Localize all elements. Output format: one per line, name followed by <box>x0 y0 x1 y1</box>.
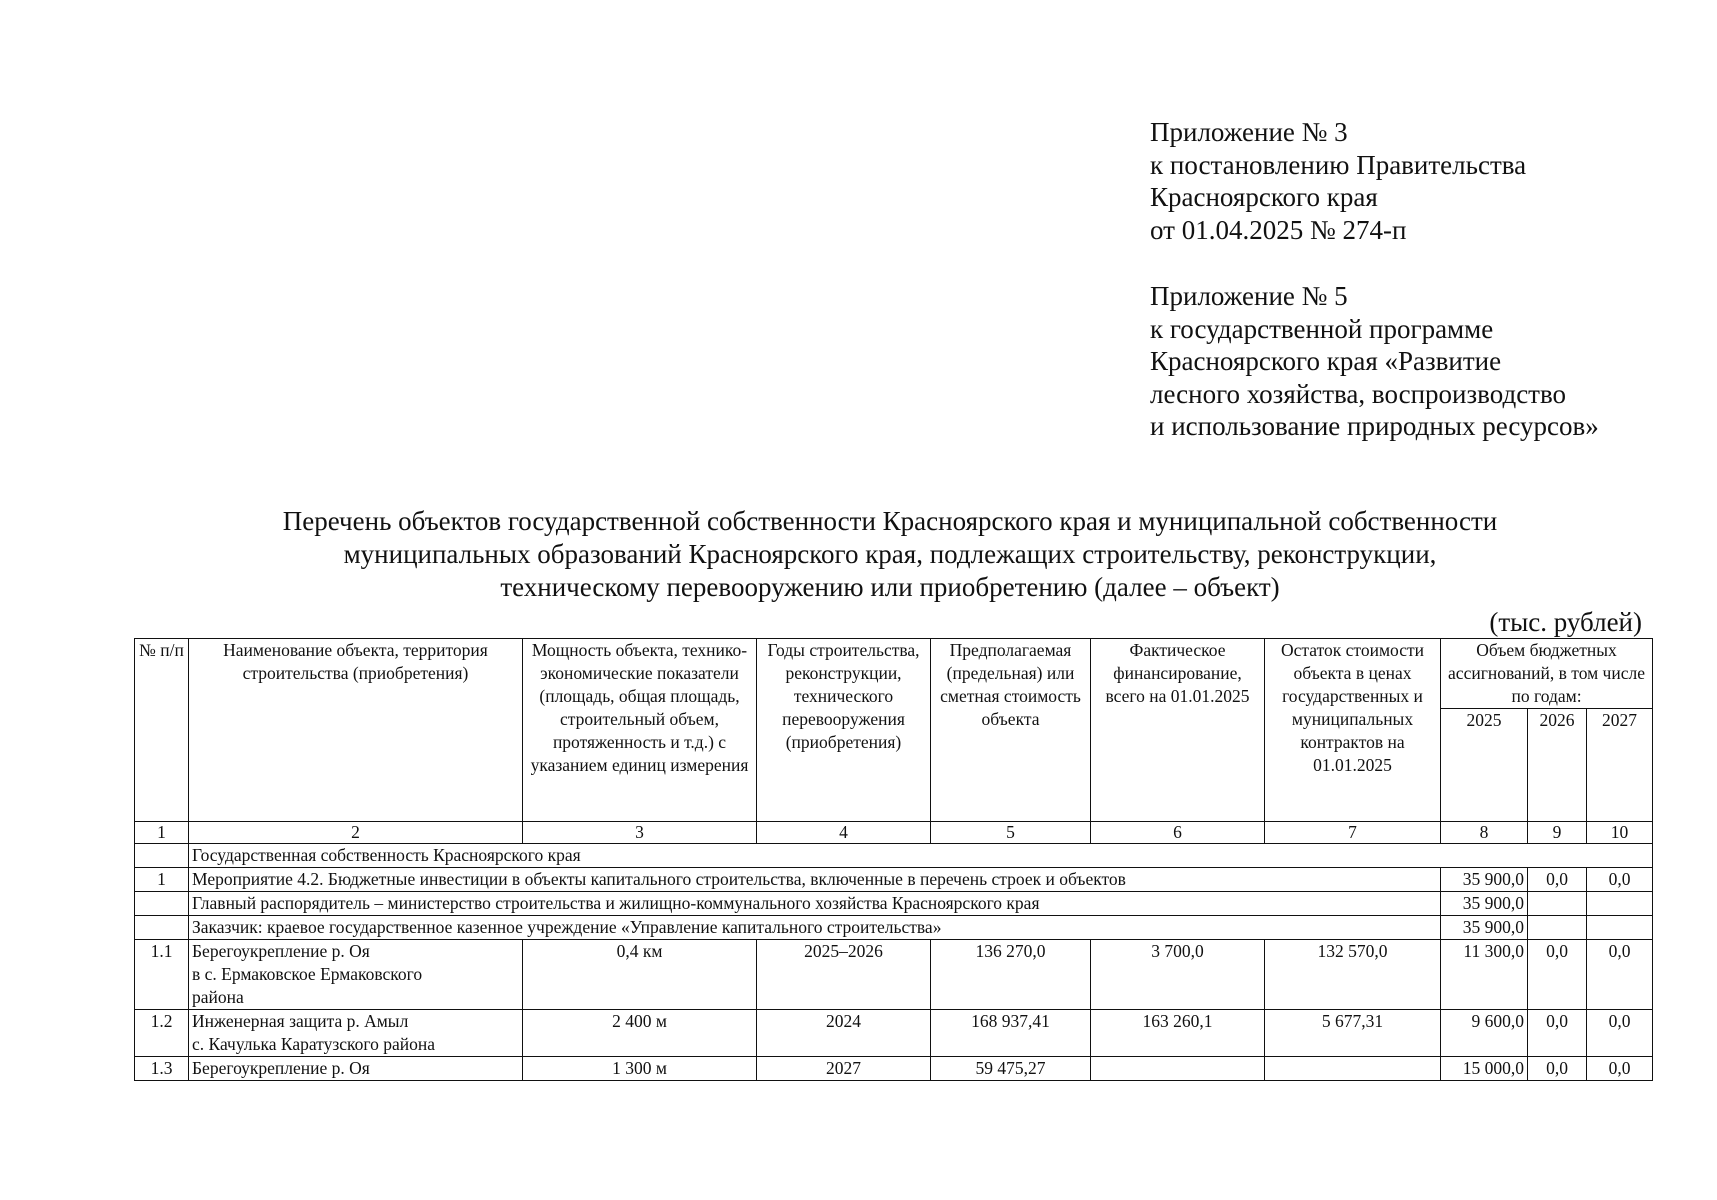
row-2027: 0,0 <box>1587 1057 1653 1081</box>
appendix-line: к государственной программе <box>1150 313 1494 344</box>
row-remainder: 132 570,0 <box>1265 940 1441 1010</box>
row-2026: 0,0 <box>1528 1010 1587 1057</box>
table-row <box>135 940 1653 1010</box>
title-line: техническому перевооружению или приобретению (далее – объект) <box>500 572 1280 602</box>
header-name: Наименование объекта, территория строительства (приобретения) <box>189 639 523 822</box>
customer-row <box>135 916 1653 940</box>
row-capacity: 0,4 км <box>523 940 757 1010</box>
header-number: № п/п <box>135 639 189 822</box>
title-line: муниципальных образований Красноярского края, подлежащих строительству, реконструкции, <box>343 539 1437 569</box>
row-remainder <box>1265 1057 1441 1081</box>
column-number: 6 <box>1091 822 1265 844</box>
measure-text: Мероприятие 4.2. Бюджетные инвестиции в объекты капитального строительства, включенные в перечень строек и объектов <box>189 868 1441 892</box>
row-2025: 15 000,0 <box>1441 1057 1528 1081</box>
column-number: 4 <box>757 822 931 844</box>
row-capacity: 2 400 м <box>523 1010 757 1057</box>
row-cost: 136 270,0 <box>931 940 1091 1010</box>
title-line: Перечень объектов государственной собственности Красноярского края и муниципальной собственности <box>282 506 1498 536</box>
header-budget: Объем бюджетных ассигнований, в том числе по годам: <box>1441 639 1653 709</box>
row-number: 1.1 <box>135 940 189 1010</box>
column-number: 5 <box>931 822 1091 844</box>
section-title: Государственная собственность Красноярского края <box>189 844 1653 868</box>
objects-table <box>134 638 1653 1081</box>
row-2025: 9 600,0 <box>1441 1010 1528 1057</box>
row-2026: 0,0 <box>1528 940 1587 1010</box>
row-cost: 168 937,41 <box>931 1010 1091 1057</box>
header-cost: Предполагаемая (предельная) или сметная стоимость объекта <box>931 639 1091 822</box>
row-2026: 0,0 <box>1528 1057 1587 1081</box>
appendix-line: Приложение № 5 <box>1150 281 1348 311</box>
manager-2025: 35 900,0 <box>1441 892 1528 916</box>
header-year-2025: 2025 <box>1441 709 1528 822</box>
header-remainder: Остаток стоимости объекта в ценах государственных и муниципальных контрактов на 01.01.2025 <box>1265 639 1441 822</box>
header-row <box>135 639 1653 709</box>
row-number: 1.2 <box>135 1010 189 1057</box>
measure-2026: 0,0 <box>1528 868 1587 892</box>
measure-row <box>135 868 1653 892</box>
header-years: Годы строительства, реконструкции, технического перевооружения (приобретения) <box>757 639 931 822</box>
appendix-3-header <box>1150 116 1526 246</box>
row-remainder: 5 677,31 <box>1265 1010 1441 1057</box>
measure-2027: 0,0 <box>1587 868 1653 892</box>
appendix-line: к постановлению Правительства <box>1150 149 1527 180</box>
row-2027: 0,0 <box>1587 1010 1653 1057</box>
appendix-line: Красноярского края <box>1150 182 1378 212</box>
appendix-line: от 01.04.2025 № 274-п <box>1150 214 1407 245</box>
row-years: 2025–2026 <box>757 940 931 1010</box>
header-year-2026: 2026 <box>1528 709 1587 822</box>
appendix-line: Красноярского края «Развитие <box>1150 346 1502 376</box>
header-year-2027: 2027 <box>1587 709 1653 822</box>
column-numbers-row <box>135 822 1653 844</box>
column-number: 8 <box>1441 822 1528 844</box>
appendix-line: Приложение № 3 <box>1150 117 1348 147</box>
appendix-line: и использование природных ресурсов» <box>1150 411 1599 441</box>
row-name: Инженерная защита р. Амыл с. Качулька Каратузского района <box>189 1010 523 1057</box>
row-cost: 59 475,27 <box>931 1057 1091 1081</box>
row-years: 2024 <box>757 1010 931 1057</box>
column-number: 7 <box>1265 822 1441 844</box>
row-2025: 11 300,0 <box>1441 940 1528 1010</box>
row-2027: 0,0 <box>1587 940 1653 1010</box>
customer-text: Заказчик: краевое государственное казенное учреждение «Управление капитального строительства» <box>189 916 1441 940</box>
measure-2025: 35 900,0 <box>1441 868 1528 892</box>
appendix-line: лесного хозяйства, воспроизводство <box>1150 378 1567 409</box>
row-capacity: 1 300 м <box>523 1057 757 1081</box>
section-row <box>135 844 1653 868</box>
column-number: 2 <box>189 822 523 844</box>
document-title <box>180 505 1600 604</box>
units-label: (тыс. рублей) <box>1489 607 1642 637</box>
row-financed <box>1091 1057 1265 1081</box>
row-years: 2027 <box>757 1057 931 1081</box>
row-name: Берегоукрепление р. Оя в с. Ермаковское Ермаковского района <box>189 940 523 1010</box>
row-financed: 163 260,1 <box>1091 1010 1265 1057</box>
row-name: Берегоукрепление р. Оя <box>189 1057 523 1081</box>
customer-2025: 35 900,0 <box>1441 916 1528 940</box>
column-number: 3 <box>523 822 757 844</box>
column-number: 10 <box>1587 822 1653 844</box>
measure-number: 1 <box>135 868 189 892</box>
appendix-5-header <box>1150 280 1599 443</box>
column-number: 1 <box>135 822 189 844</box>
row-number: 1.3 <box>135 1057 189 1081</box>
header-financed: Фактическое финансирование, всего на 01.01.2025 <box>1091 639 1265 822</box>
manager-row <box>135 892 1653 916</box>
manager-text: Главный распорядитель – министерство строительства и жилищно-коммунального хозяйства Красноярского края <box>189 892 1441 916</box>
table-row <box>135 1057 1653 1081</box>
header-capacity: Мощность объекта, технико-экономические показатели (площадь, общая площадь, строительный объем, протяженность и т.д.) с указанием единиц измерения <box>523 639 757 822</box>
row-financed: 3 700,0 <box>1091 940 1265 1010</box>
column-number: 9 <box>1528 822 1587 844</box>
table-row <box>135 1010 1653 1057</box>
